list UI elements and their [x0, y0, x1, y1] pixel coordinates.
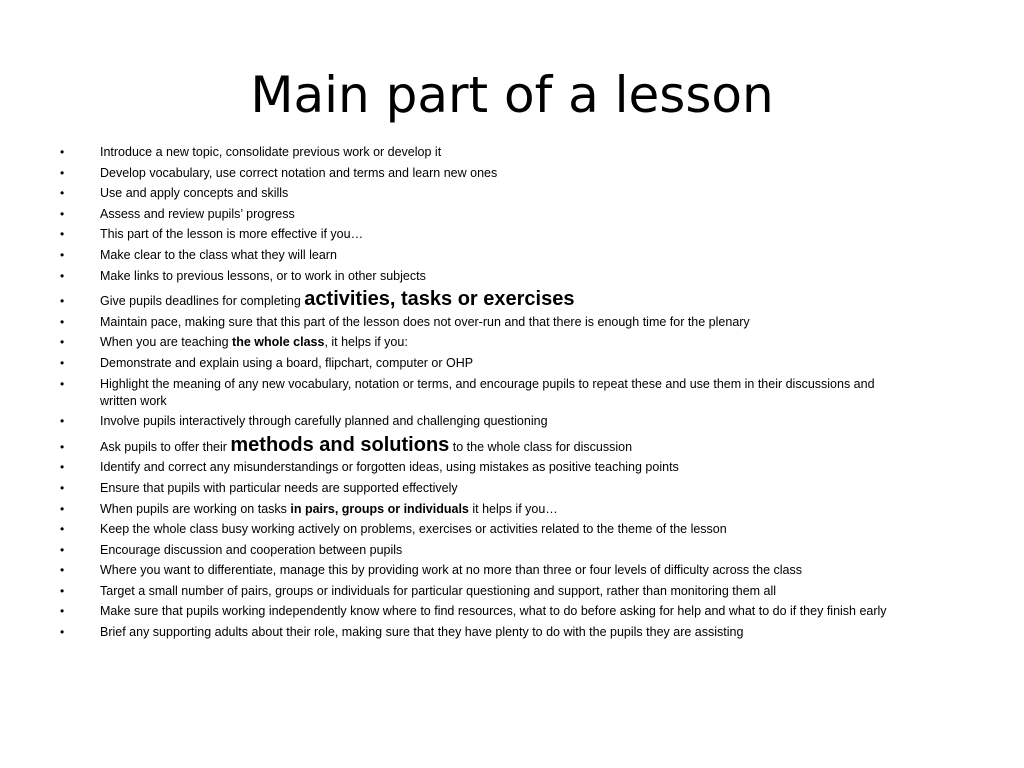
list-item-text-pre: Give pupils deadlines for completing: [100, 294, 305, 309]
list-item: [58, 459, 958, 476]
emphasis-bold: in pairs, groups or individuals: [290, 501, 469, 516]
list-item-text: Encourage discussion and cooperation between pupils: [100, 542, 403, 557]
list-item: [58, 542, 958, 559]
bullet-icon: •: [60, 186, 65, 201]
list-item-text: [100, 501, 558, 518]
list-item-text: Make links to previous lessons, or to work in other subjects: [100, 268, 426, 283]
list-item-text-pre: When pupils are working on tasks: [100, 501, 291, 516]
list-item-text: Make sure that pupils working independently know where to find resources, what to do before asking for help and what to do if they finish early: [100, 604, 887, 619]
list-item-text: [100, 288, 574, 310]
bullet-icon: •: [60, 335, 65, 350]
list-item-text: Maintain pace, making sure that this part of the lesson does not over-run and that there is enough time for the plenary: [100, 314, 750, 329]
list-item: [58, 247, 958, 264]
list-item: [58, 562, 958, 579]
list-item-text: Demonstrate and explain using a board, flipchart, computer or OHP: [100, 355, 474, 370]
list-item-text: [100, 334, 408, 351]
bullet-icon: •: [60, 563, 65, 578]
list-item-text: Involve pupils interactively through carefully planned and challenging questioning: [100, 414, 548, 429]
list-item: [58, 268, 958, 285]
list-item-text-post: to the whole class for discussion: [449, 439, 633, 454]
list-item-text: Where you want to differentiate, manage this by providing work at no more than three or four levels of difficulty across the class: [100, 563, 802, 578]
list-item-text: Assess and review pupils’ progress: [100, 206, 295, 221]
list-item-text: Develop vocabulary, use correct notation and terms and learn new ones: [100, 165, 498, 180]
list-item: [58, 376, 958, 410]
bullet-icon: •: [60, 460, 65, 475]
bullet-icon: •: [60, 414, 65, 429]
bullet-icon: •: [60, 268, 65, 283]
list-item: [58, 434, 958, 456]
list-item: [58, 288, 958, 310]
list-item-text: This part of the lesson is more effective if you…: [100, 227, 364, 242]
list-item: [58, 355, 958, 372]
bullet-icon: •: [60, 439, 65, 454]
list-item: [58, 624, 958, 641]
list-item: [58, 603, 958, 620]
bullet-icon: •: [60, 501, 65, 516]
list-item-text: [100, 434, 632, 456]
bullet-icon: •: [60, 542, 65, 557]
list-item: [58, 144, 958, 161]
bullet-icon: •: [60, 247, 65, 262]
list-item-text: Keep the whole class busy working actively on problems, exercises or activities related to the theme of the lesson: [100, 522, 727, 537]
list-item: [58, 185, 958, 202]
bullet-icon: •: [60, 604, 65, 619]
bullet-icon: •: [60, 206, 65, 221]
emphasis-bold: the whole class: [232, 335, 325, 350]
bullet-list: [58, 144, 958, 645]
list-item-text-pre: When you are teaching: [100, 335, 233, 350]
list-item: [58, 314, 958, 331]
emphasis-large: activities, tasks or exercises: [304, 288, 575, 311]
list-item-text-post: it helps if you…: [468, 501, 558, 516]
bullet-icon: •: [60, 294, 65, 309]
list-item: [58, 501, 958, 518]
bullet-icon: •: [60, 522, 65, 537]
list-item: [58, 583, 958, 600]
list-item-text: Brief any supporting adults about their role, making sure that they have plenty to do with the pupils they are assisting: [100, 625, 744, 640]
list-item-text: Ensure that pupils with particular needs are supported effectively: [100, 480, 458, 495]
list-item-text: Highlight the meaning of any new vocabulary, notation or terms, and encourage pupils to repeat these and use them in their discussions and written work: [100, 376, 875, 408]
list-item: [58, 413, 958, 430]
bullet-icon: •: [60, 145, 65, 159]
list-item-text: Identify and correct any misunderstandings or forgotten ideas, using mistakes as positive teaching points: [100, 460, 679, 475]
list-item-text: Make clear to the class what they will learn: [100, 247, 337, 262]
list-item-text-pre: Ask pupils to offer their: [100, 439, 231, 454]
bullet-icon: •: [60, 480, 65, 495]
list-item-text: Introduce a new topic, consolidate previous work or develop it: [100, 145, 442, 159]
list-item: [58, 334, 958, 351]
list-item: [58, 206, 958, 223]
bullet-icon: •: [60, 165, 65, 180]
list-item: [58, 521, 958, 538]
list-item: [58, 480, 958, 497]
list-item-text-post: , it helps if you:: [324, 335, 408, 350]
bullet-icon: •: [60, 625, 65, 640]
bullet-icon: •: [60, 227, 65, 242]
slide-title: Main part of a lesson: [250, 66, 774, 124]
list-item-text: Target a small number of pairs, groups or individuals for particular questioning and support, rather than monitoring them all: [100, 583, 777, 598]
bullet-icon: •: [60, 355, 65, 370]
bullet-icon: •: [60, 376, 65, 391]
bullet-icon: •: [60, 583, 65, 598]
bullet-icon: •: [60, 314, 65, 329]
emphasis-large: methods and solutions: [230, 433, 450, 456]
list-item-text: Use and apply concepts and skills: [100, 186, 289, 201]
list-item: [58, 226, 958, 243]
list-item: [58, 165, 958, 182]
